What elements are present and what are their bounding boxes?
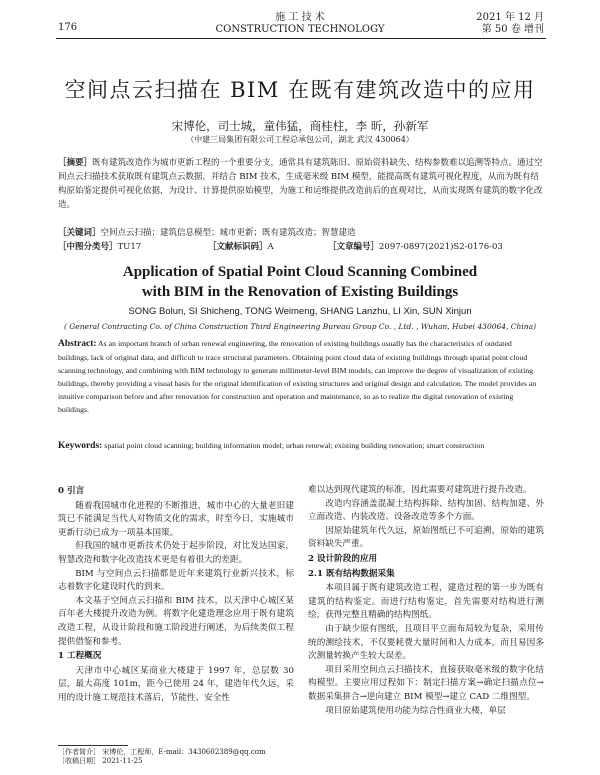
body-left-column [58, 484, 294, 706]
paragraph: 难以达到现代建筑的标准，因此需要对建筑进行提升改造。 [308, 485, 532, 495]
received-date: ［收稿日期］ 2021-11-25 [58, 757, 143, 765]
zh-affiliation: （中建三局集团有限公司工程总承包公司，湖北 武汉 430064） [186, 135, 414, 144]
en-keywords-label: Keywords: [58, 441, 103, 451]
article-number-label: ［文章编号］ [328, 242, 380, 252]
author-note: ［作者简介］ 宋博伦，工程师，E-mail：3430602389@qq.com [58, 748, 266, 756]
paragraph: 随着我国城市化进程的不断推进，城市中心的大量老旧建筑已不能满足当代人对物质文化的需求，时至今日，实施城市更新行动已成为一项基本国策。 [58, 500, 294, 538]
en-authors: SONG Bolun, SI Shicheng, TONG Weimeng, SHANG Lanzhu, LI Xin, SUN Xinjun [128, 306, 472, 317]
class-value: TU17 [117, 242, 142, 252]
zh-keywords-text: 空间点云扫描；建筑信息模型；城市更新；既有建筑改造；智慧建造 [100, 228, 356, 238]
zh-keywords [58, 226, 544, 238]
section-1-heading: 1 工程概况 [58, 651, 102, 662]
paragraph: 本文基于空间点云扫描和 BIM 技术，以天津中心城区某百年老大楼提升改造为例。将数字化建造理念应用于既有建筑改造工程，从设计阶段和施工阶段进行阐述，为后续类似工程提供借鉴和参考。 [58, 595, 294, 647]
issue-info [476, 12, 544, 36]
section-0-heading: 0 引言 [58, 486, 85, 496]
page-number: 176 [58, 22, 78, 33]
zh-authors: 宋博伦，司士城，童伟猛，商桂柱，李 昕，孙新军 [171, 119, 429, 133]
issue-date: 2021 年 12 月 [476, 12, 544, 23]
article-number-value: 2097-0897(2021)S2-0176-03 [379, 242, 503, 252]
paragraph: 本项目属于既有建筑改造工程，建造过程的第一步为既有建筑的结构鉴定。而进行结构鉴定，首先需要对结构进行测绘，获得完整且精确的结构图纸。 [308, 583, 544, 621]
footnote-rule [58, 745, 128, 746]
en-keywords-text: spatial point cloud scanning; building information model; urban renewal; existing building renovation; smart construction [104, 441, 485, 450]
section-2-heading: 2 设计阶段的应用 [308, 553, 378, 564]
en-title-line2: with BIM in the Renovation of Existing Buildings [141, 284, 459, 300]
journal-name-en: CONSTRUCTION TECHNOLOGY [215, 24, 385, 35]
paragraph: 项目原始建筑使用功能为综合性商业大楼，单层 [325, 705, 506, 716]
zh-title: 空间点云扫描在 BIM 在既有建筑改造中的应用 [64, 78, 536, 102]
paragraph: 项目采用空间点云扫描技术，直接获取毫米级的数字化结构模型。主要应用过程如下：制定扫描方案→确定扫描点位→数据采集拼合→逆向建立 BIM 模型→建立 CAD 二维图型。 [308, 664, 544, 702]
issue-volume: 第 50 卷 增刊 [481, 24, 544, 35]
en-title [0, 262, 600, 302]
doc-code-label: ［文献标识码］ [208, 242, 268, 252]
zh-classification [58, 240, 544, 252]
zh-abstract-text: 既有建筑改造作为城市更新工程的一个重要分支，通常具有建筑陈旧、原始资料缺失、结构参数难以追溯等特点。通过空间点云扫描技术获取既有建筑点云数据，并结合 BIM 技术，生成毫米级 BIM 模型，能提高既有建筑可视化程度，从而为既有结构原始鉴定提供可视化依据，为设计、计算提供原始模型，为施工和运维提供改造前后的直观对比，从而实现既有建筑的数字化改造。 [58, 158, 543, 210]
en-keywords [58, 440, 544, 452]
en-title-line1: Application of Spatial Point Cloud Scanning Combined [122, 264, 478, 280]
paragraph: 但我国的城市更新技术仍处于起步阶段，对比发达国家，智慧改造和数字化改造技术更是有着很大的差距。 [58, 541, 294, 565]
en-abstract-label: Abstract: [58, 339, 97, 349]
footnote [58, 748, 266, 766]
paragraph: BIM 与空间点云扫描都是近年来建筑行业新兴技术，标志着数字化建设时代的到来。 [58, 568, 294, 593]
header-rule [56, 38, 546, 39]
section-2-1-heading: 2.1 既有结构数据采集 [308, 568, 395, 579]
class-label: ［中图分类号］ [58, 242, 118, 252]
paragraph: 因原始建筑年代久远，原始图纸已不可追溯，原始的建筑资料缺失严重。 [308, 525, 544, 550]
en-abstract [58, 337, 544, 417]
paragraph: 改造内容涵盖混凝土结构拆除、结构加固、结构加建、外立面改造、内装改造、设备改造等多个方面。 [308, 498, 544, 523]
en-affiliation: ( General Contracting Co. of China Construction Third Engineering Bureau Group Co. , Ltd. , Wuhan, Hubei 430064, China) [63, 322, 537, 331]
en-abstract-text: As an important branch of urban renewal engineering, the renovation of existing buildings usually has the characteristics of outdated buildings, lack of original data, and difficult to trace structural parameters. Obtaining point cloud data of existing buildings through spatial point cloud scanning technology, and combining with BIM technology to generate millimeter-level BIM models, can improve the degree of visualization of existing buildings, thereby providing a visual basis for the original identification of existing structures and original design and calculation. The model provides an intuitive comparison before and after renovation for construction and operation and maintenance, so as to realize the digital renovation of existing buildings. [58, 339, 537, 415]
zh-abstract [58, 156, 544, 212]
doc-code-value: A [267, 242, 274, 252]
paragraph: 由于缺少原有图纸，且项目平立面布局较为复杂，采用传统的测绘技术，不仅要耗费大量时间和人力成本，而且易因多次测量转换产生较大误差。 [308, 623, 544, 662]
journal-name-cn: 施 工 技 术 [275, 12, 325, 23]
zh-abstract-label: ［摘要］ [58, 158, 93, 168]
paragraph: 天津市中心城区某商业大楼建于 1997 年，总层数 30 层，最大高度 101m，距今已使用 24 年，建造年代久远，采用的设计施工规范技术落后，节能性、安全性 [58, 665, 294, 703]
body-right-column [308, 484, 544, 718]
zh-keywords-label: ［关键词］ [58, 228, 101, 238]
